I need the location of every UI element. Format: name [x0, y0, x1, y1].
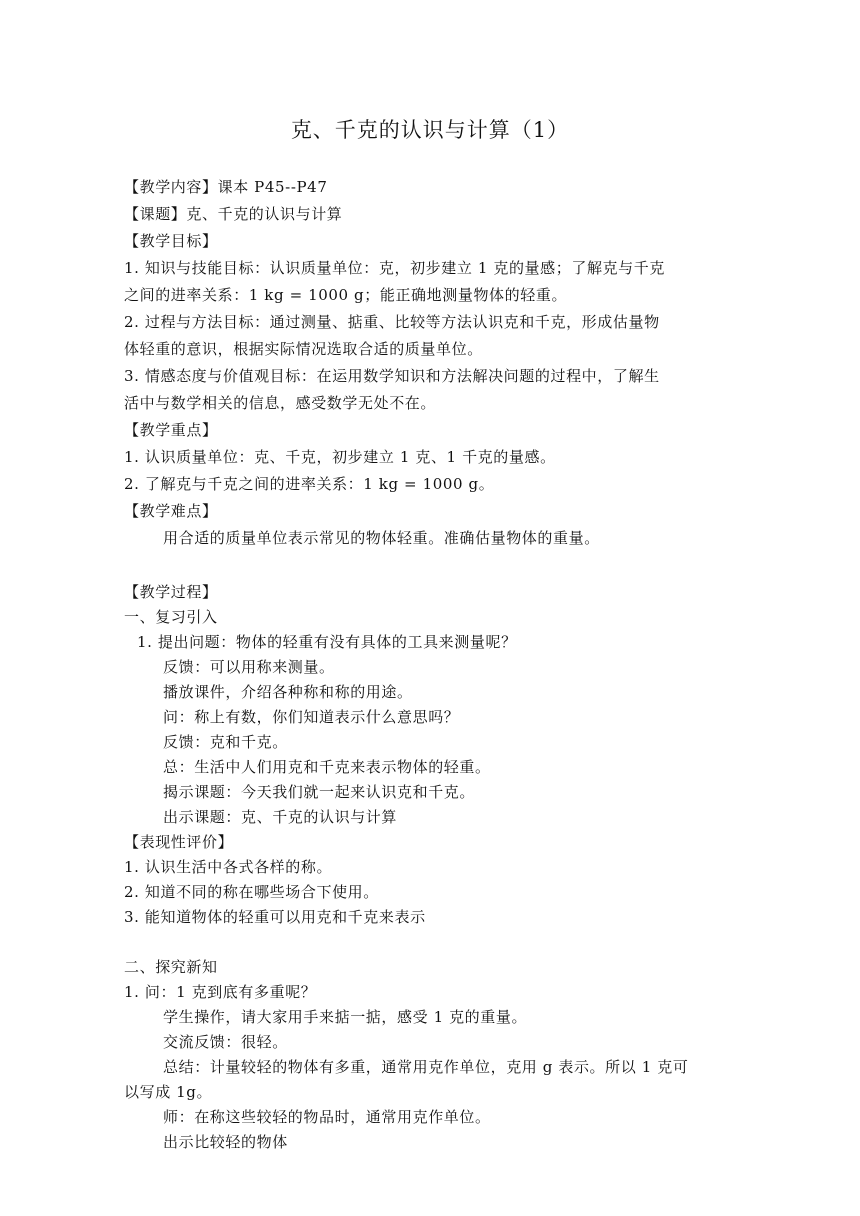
courseware-line: 播放课件，介绍各种称和称的用途。 [163, 683, 413, 701]
show-topic-line: 出示课题：克、千克的认识与计算 [163, 808, 398, 826]
show-light-objects-line: 出示比较轻的物体 [163, 1133, 288, 1151]
explore-summary-line-a: 总结：计量较轻的物体有多重，通常用克作单位，克用 g 表示。所以 1 克可 [163, 1058, 689, 1076]
explore-summary-line-b: 以写成 1g。 [124, 1083, 213, 1101]
feedback-2: 反馈：克和千克。 [163, 733, 288, 751]
explore-question-1: 1. 问：1 克到底有多重呢？ [124, 983, 317, 1001]
evaluation-3: 3. 能知道物体的轻重可以用克和千克来表示 [124, 908, 426, 926]
objective-2-line-a: 2. 过程与方法目标：通过测量、掂重、比较等方法认识克和千克，形成估量物 [124, 313, 660, 331]
reveal-topic-line: 揭示课题：今天我们就一起来认识克和千克。 [163, 783, 476, 801]
evaluation-heading: 【表现性评价】 [124, 833, 234, 851]
key-point-2: 2. 了解克与千克之间的进率关系：1 kg = 1000 g。 [124, 475, 495, 493]
objective-3-line-a: 3. 情感态度与价值观目标：在运用数学知识和方法解决问题的过程中，了解生 [124, 367, 660, 385]
ask-line: 问：称上有数，你们知道表示什么意思吗？ [163, 708, 460, 726]
objective-1-line-a: 1. 知识与技能目标：认识质量单位：克，初步建立 1 克的量感；了解克与千克 [124, 259, 665, 277]
section-explore-heading: 二、探究新知 [124, 958, 218, 976]
exchange-feedback-line: 交流反馈：很轻。 [163, 1033, 288, 1051]
difficulty-heading: 【教学难点】 [124, 502, 218, 520]
evaluation-2: 2. 知道不同的称在哪些场合下使用。 [124, 883, 379, 901]
objectives-heading: 【教学目标】 [124, 232, 218, 250]
process-heading: 【教学过程】 [124, 583, 218, 601]
evaluation-1: 1. 认识生活中各式各样的称。 [124, 858, 333, 876]
question-1: 1. 提出问题：物体的轻重有没有具体的工具来测量呢？ [137, 633, 517, 651]
key-point-1: 1. 认识质量单位：克、千克，初步建立 1 克、1 千克的量感。 [124, 448, 556, 466]
feedback-1: 反馈：可以用称来测量。 [163, 658, 335, 676]
student-operation-line: 学生操作，请大家用手来掂一掂，感受 1 克的重量。 [163, 1008, 528, 1026]
teaching-content-line: 【教学内容】课本 P45--P47 [124, 178, 328, 196]
lesson-topic-line: 【课题】克、千克的认识与计算 [124, 205, 343, 223]
objective-3-line-b: 活中与数学相关的信息，感受数学无处不在。 [124, 394, 437, 412]
objective-1-line-b: 之间的进率关系：1 kg = 1000 g；能正确地测量物体的轻重。 [124, 286, 568, 304]
difficulty-text: 用合适的质量单位表示常见的物体轻重。准确估量物体的重量。 [163, 529, 600, 547]
teacher-line: 师：在称这些较轻的物品时，通常用克作单位。 [163, 1108, 491, 1126]
document-title: 克、千克的认识与计算（1） [290, 118, 570, 142]
section-review-heading: 一、复习引入 [124, 608, 218, 626]
summary-line: 总：生活中人们用克和千克来表示物体的轻重。 [163, 758, 491, 776]
key-points-heading: 【教学重点】 [124, 421, 218, 439]
objective-2-line-b: 体轻重的意识，根据实际情况选取合适的质量单位。 [124, 340, 483, 358]
